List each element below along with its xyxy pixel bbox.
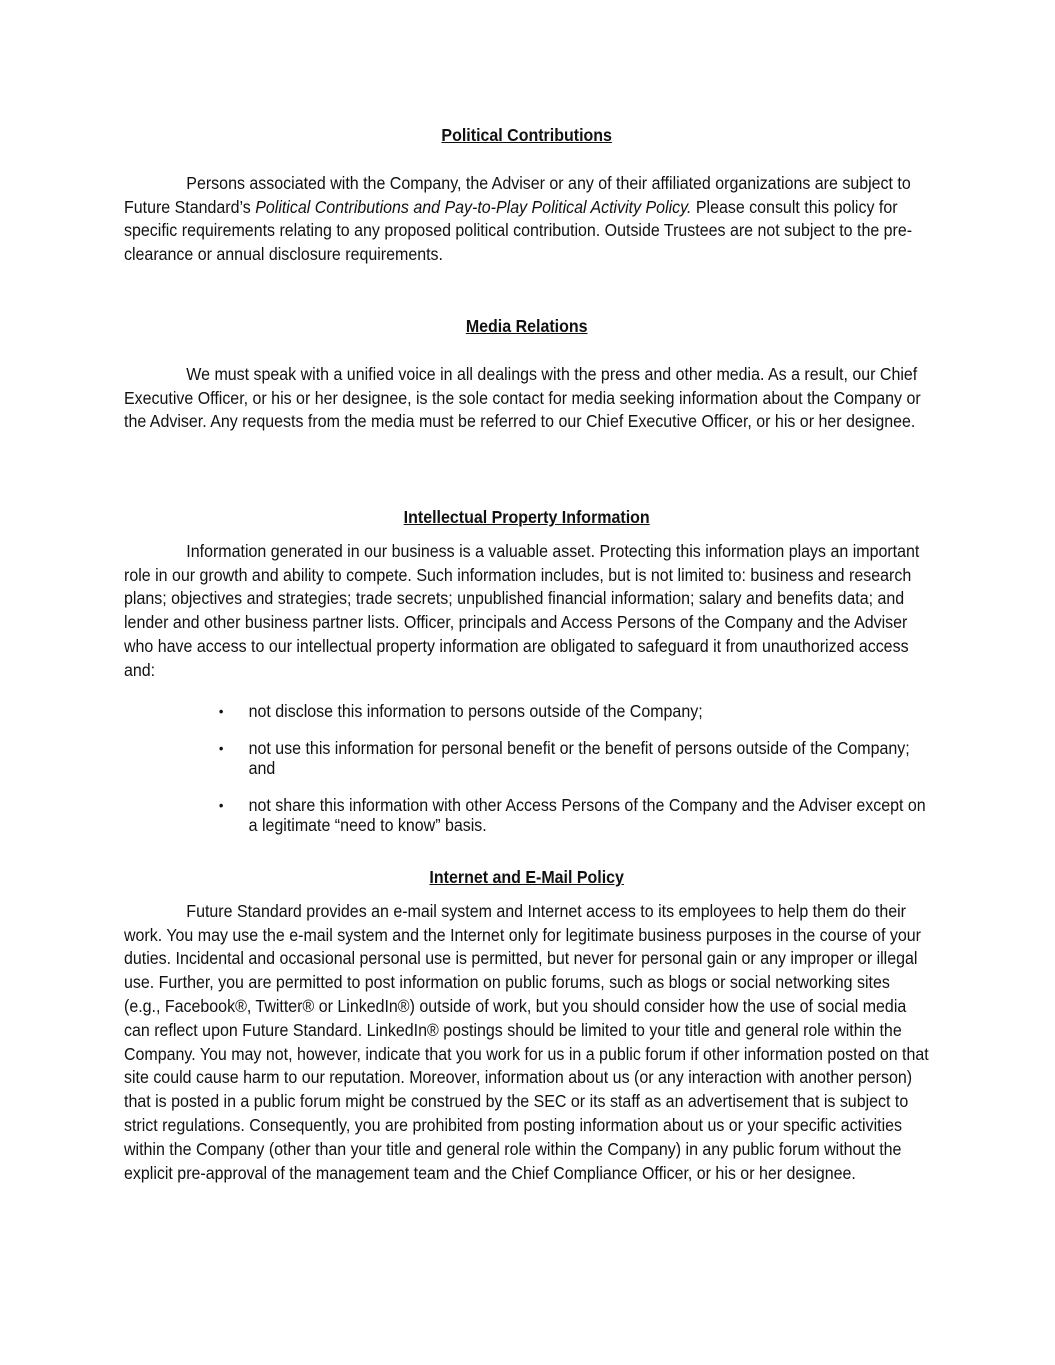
political-contributions-paragraph [124,172,929,267]
media-relations-heading: Media Relations [465,316,588,336]
political-contributions-section [124,124,929,267]
list-item-text: not share this information with other Access Persons of the Company and the Adviser except on a legitimate “need to know” basis. [248,794,926,835]
political-contributions-heading: Political Contributions [441,125,612,145]
bullet-icon: • [218,702,224,719]
list-item [218,700,930,721]
political-text-start: Persons associated with the Company, the Adviser or any of their affiliated organizations are subject to Future Standard’s [124,172,911,217]
intellectual-property-heading: Intellectual Property Information [403,507,650,527]
intellectual-property-section [124,506,929,835]
internet-email-policy-section [124,866,929,1185]
policy-title-italic: Political Contributions and Pay-to-Play Political Activity Policy. [255,196,692,217]
list-item-text: not use this information for personal benefit or the benefit of persons outside of the Company; and [248,737,910,778]
political-text-end: Please consult this policy for specific requirements relating to any proposed political contribution. Outside Trustees are not subject to the pre-clearance or annual disclosure requirements. [124,196,913,265]
media-relations-section [124,315,929,434]
list-item-text: not disclose this information to persons outside of the Company; [248,700,703,721]
obligations-list [124,701,929,835]
list-item [218,737,930,778]
intellectual-property-paragraph: Information generated in our business is a valuable asset. Protecting this information plays an important role in our growth and ability to compete. Such information includes, but is not limited to: business and research plans; objectives and strategies; trade secrets; unpublished financial information; salary and benefits data; and lender and other business partner lists. Officer, principals and Access Persons of the Company and the Adviser who have access to our intellectual property information are obligated to safeguard it from unauthorized access and: [124,540,920,680]
internet-email-policy-paragraph: Future Standard provides an e-mail system and Internet access to its employees to help them do their work. You may use the e-mail system and the Internet only for legitimate business purposes in the course of your duties. Incidental and occasional personal use is permitted, but never for personal gain or any improper or illegal use. Further, you are permitted to post information on public forums, such as blogs or social networking sites (e.g., Facebook®, Twitter® or LinkedIn®) outside of work, but you should consider how the use of social media can reflect upon Future Standard. LinkedIn® postings should be limited to your title and general role within the Company. You may not, however, indicate that you work for us in a public forum if other information posted on that site could cause harm to our reputation. Moreover, information about us (or any interaction with another person) that is posted in a public forum might be construed by the SEC or its staff as an advertisement that is subject to strict regulations. Consequently, you are prohibited from posting information about us or your specific activities within the Company (other than your title and general role within the Company) in any public forum without the explicit pre-approval of the management team and the Chief Compliance Officer, or his or her designee. [124,900,929,1183]
bullet-icon: • [218,739,224,756]
list-item [218,794,930,835]
bullet-icon: • [218,796,224,813]
media-relations-paragraph: We must speak with a unified voice in all dealings with the press and other media. As a result, our Chief Executive Officer, or his or her designee, is the sole contact for media seeking information about the Company or the Adviser. Any requests from the media must be referred to our Chief Executive Officer, or his or her designee. [124,363,921,432]
internet-email-policy-heading: Internet and E-Mail Policy [429,867,624,887]
